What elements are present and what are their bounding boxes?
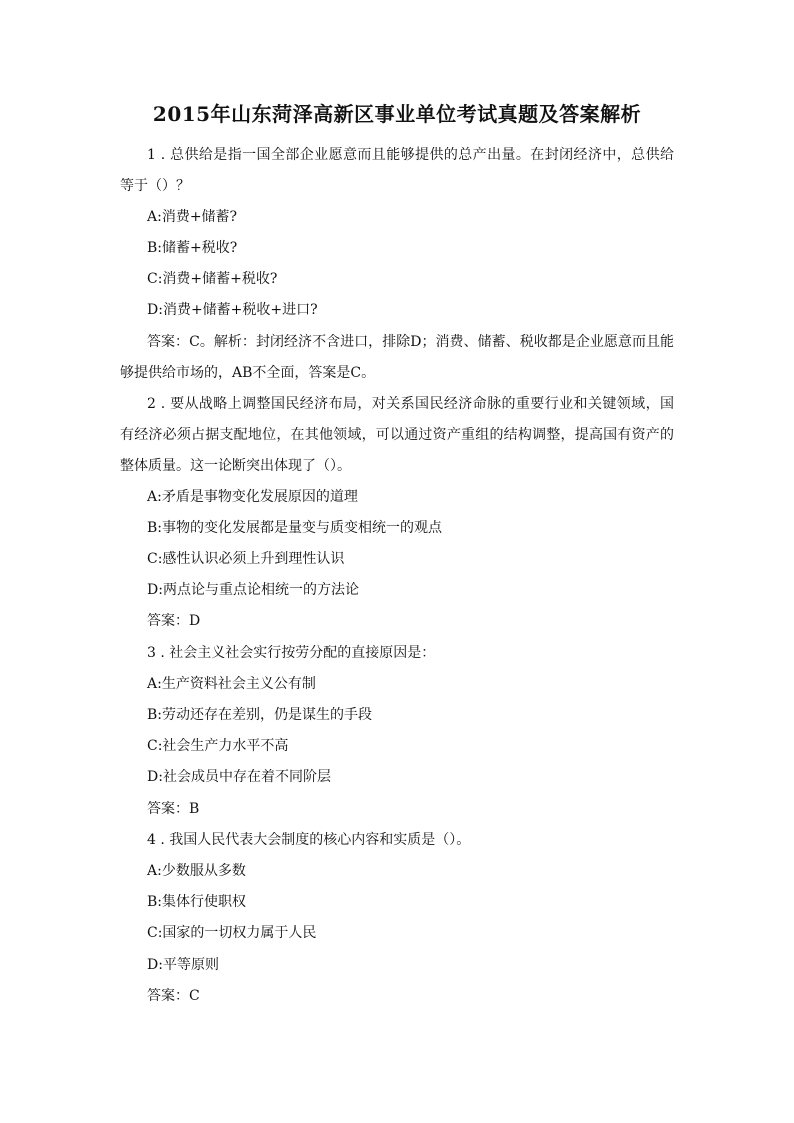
question-1-option-b: B:储蓄+税收? [147,240,238,256]
question-4-option-d: D:平等原则 [147,957,219,973]
question-2-option-d: D:两点论与重点论相统一的方法论 [147,582,359,598]
question-2-answer: 答案：D [147,613,201,629]
question-1-answer-line-2: 够提供给市场的，AB不全面，答案是C。 [120,365,376,381]
question-1-stem-line-1: 1 . 总供给是指一国全部企业愿意而且能够提供的总产出量。在封闭经济中，总供给 [147,147,674,163]
question-4-option-a: A:少数服从多数 [147,863,246,879]
question-1-option-c: C:消费+储蓄+税收? [147,271,278,287]
question-4-option-c: C:国家的一切权力属于人民 [147,925,317,941]
question-3-option-b: B:劳动还存在差别，仍是谋生的手段 [147,707,373,723]
document-title: 2015年山东菏泽高新区事业单位考试真题及答案解析 [152,102,642,126]
question-1-option-d: D:消费+储蓄+税收+进口? [147,302,318,318]
question-3-option-c: C:社会生产力水平不高 [147,738,289,754]
question-4-answer: 答案：C [147,988,200,1004]
question-1-option-a: A:消费+储蓄? [147,209,238,225]
question-2-option-c: C:感性认识必须上升到理性认识 [147,551,345,567]
question-2-stem-line-3: 整体质量。这一论断突出体现了（）。 [120,458,351,474]
question-2-stem-line-1: 2 . 要从战略上调整国民经济布局，对关系国民经济命脉的重要行业和关键领域，国 [147,396,674,412]
question-1-stem-line-2: 等于（）？ [120,178,190,194]
question-3-option-a: A:生产资料社会主义公有制 [147,676,316,692]
question-4-option-b: B:集体行使职权 [147,894,247,910]
question-4-stem: 4 . 我国人民代表大会制度的核心内容和实质是（）。 [147,832,471,848]
question-3-answer: 答案：B [147,801,200,817]
question-1-answer-line-1: 答案：C。解析：封闭经济不含进口，排除D；消费、储蓄、税收都是企业愿意而且能 [147,334,674,350]
question-2-option-b: B:事物的变化发展都是量变与质变相统一的观点 [147,520,443,536]
question-3-stem: 3 . 社会主义社会实行按劳分配的直接原因是： [147,645,436,661]
question-2-option-a: A:矛盾是事物变化发展原因的道理 [147,489,358,505]
question-3-option-d: D:社会成员中存在着不同阶层 [147,769,331,785]
question-2-stem-line-2: 有经济必须占据支配地位，在其他领域，可以通过资产重组的结构调整，提高国有资产的 [120,427,674,443]
